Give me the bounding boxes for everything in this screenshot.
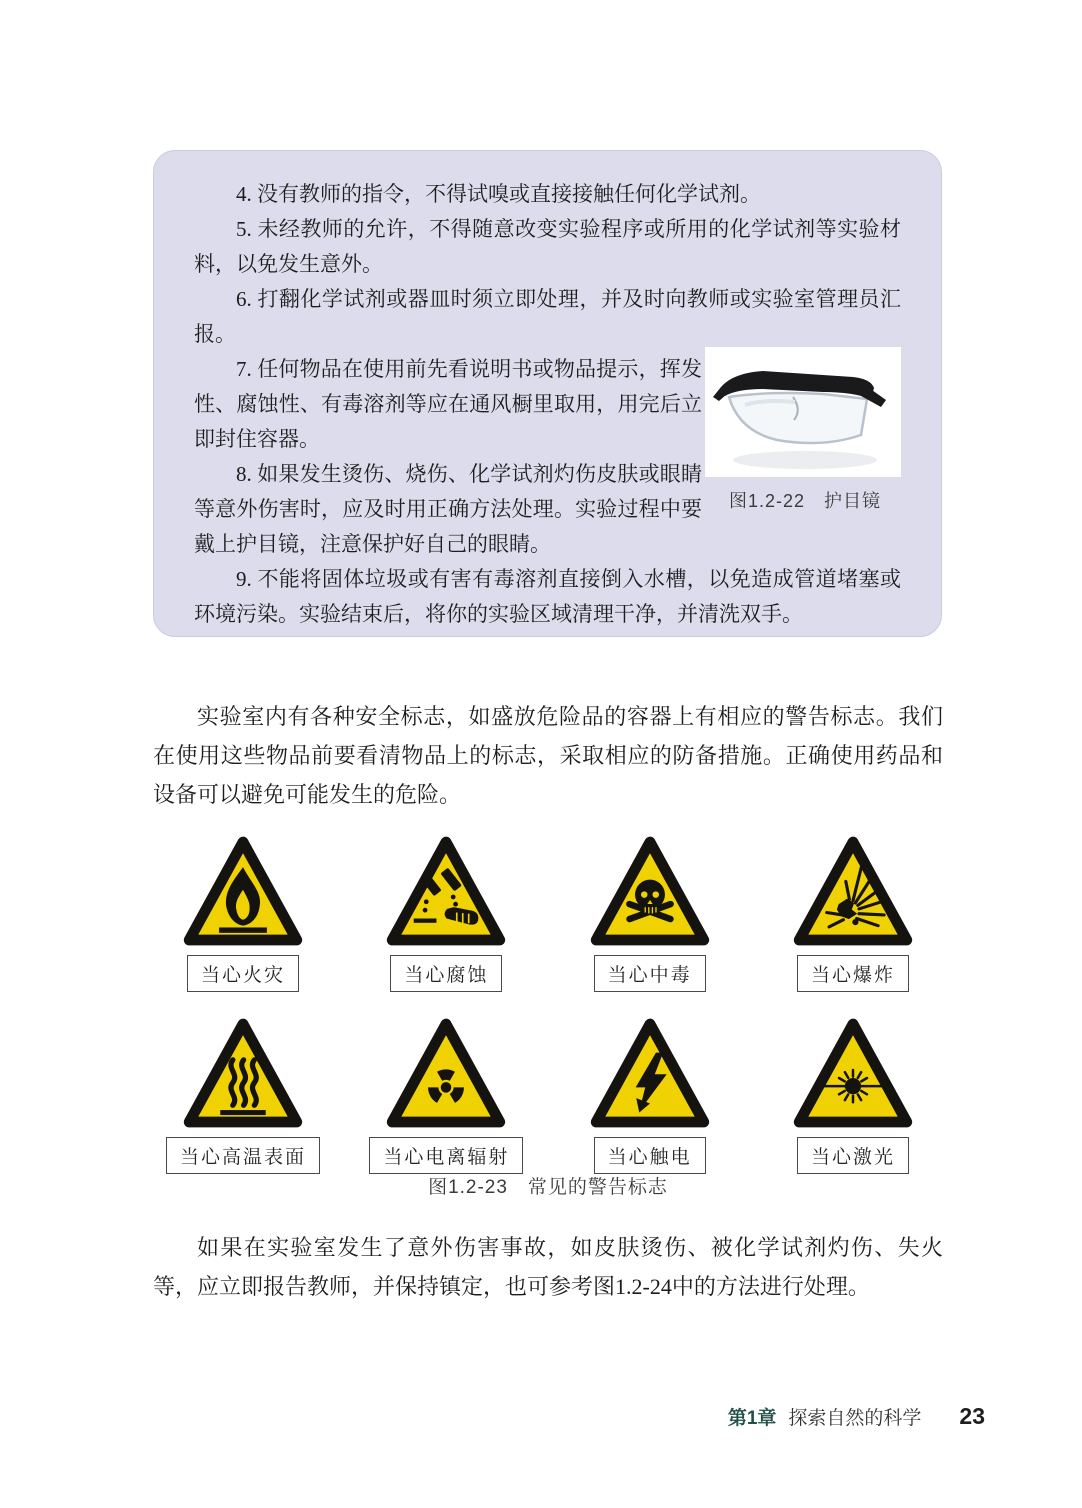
sign-label: 当心激光 bbox=[797, 1137, 909, 1174]
rule-item-7: 7. 任何物品在使用前先看说明书或物品提示，挥发性、腐蚀性、有毒溶剂等应在通风橱里取用，用完后立即封住容器。 bbox=[194, 357, 702, 451]
rule-item-4: 4. 没有教师的指令，不得试嗅或直接接触任何化学试剂。 bbox=[236, 182, 761, 206]
rule-item-8: 8. 如果发生烫伤、烧伤、化学试剂灼伤皮肤或眼睛等意外伤害时，应及时用正确方法处理。实验过程中要戴上护目镜，注意保护好自己的眼睛。 bbox=[194, 462, 702, 556]
warning-sign-hot-surface bbox=[153, 1018, 333, 1174]
warning-sign-electric-shock bbox=[560, 1018, 740, 1174]
warning-signs-grid bbox=[153, 836, 943, 1200]
page-footer bbox=[728, 1403, 985, 1430]
rule-item-6: 6. 打翻化学试剂或器皿时须立即处理，并及时向教师或实验室管理员汇报。 bbox=[194, 287, 901, 346]
safety-goggles-image bbox=[705, 347, 901, 477]
goggles-figure bbox=[705, 347, 905, 513]
fire-warning-icon bbox=[183, 836, 303, 946]
sign-label: 当心火灾 bbox=[187, 955, 299, 992]
sign-label: 当心高温表面 bbox=[166, 1137, 320, 1174]
footer-chapter-label: 第1章 bbox=[727, 1408, 777, 1429]
electric-shock-warning-icon bbox=[590, 1018, 710, 1128]
sign-label: 当心腐蚀 bbox=[390, 955, 502, 992]
warning-sign-corrosion bbox=[356, 836, 536, 992]
radiation-warning-icon bbox=[386, 1018, 506, 1128]
intro-paragraph: 实验室内有各种安全标志，如盛放危险品的容器上有相应的警告标志。我们在使用这些物品前要看清物品上的标志，采取相应的防备措施。正确使用药品和设备可以避免可能发生的危险。 bbox=[153, 704, 943, 807]
rule-item-9: 9. 不能将固体垃圾或有害有毒溶剂直接倒入水槽，以免造成管道堵塞或环境污染。实验结束后，将你的实验区域清理干净，并清洗双手。 bbox=[194, 567, 901, 626]
explosion-warning-icon bbox=[793, 836, 913, 946]
closing-paragraph: 如果在实验室发生了意外伤害事故，如皮肤烫伤、被化学试剂灼伤、失火等，应立即报告教师，并保持镇定，也可参考图1.2-24中的方法进行处理。 bbox=[153, 1235, 943, 1299]
poison-warning-icon bbox=[590, 836, 710, 946]
corrosion-warning-icon bbox=[386, 836, 506, 946]
warning-sign-fire bbox=[153, 836, 333, 992]
goggles-figure-caption: 图1.2-22 护目镜 bbox=[728, 491, 882, 511]
warning-sign-poison bbox=[560, 836, 740, 992]
footer-page-number: 23 bbox=[959, 1403, 985, 1429]
sign-label: 当心电离辐射 bbox=[369, 1137, 523, 1174]
rule-item-5: 5. 未经教师的允许，不得随意改变实验程序或所用的化学试剂等实验材料，以免发生意外。 bbox=[194, 217, 901, 276]
sign-label: 当心触电 bbox=[594, 1137, 706, 1174]
hot-surface-warning-icon bbox=[183, 1018, 303, 1128]
signs-figure-caption: 图1.2-23 常见的警告标志 bbox=[428, 1177, 668, 1198]
laser-warning-icon bbox=[793, 1018, 913, 1128]
sign-label: 当心爆炸 bbox=[797, 955, 909, 992]
lab-safety-rules-box bbox=[153, 150, 942, 637]
warning-sign-explosion bbox=[763, 836, 943, 992]
sign-label: 当心中毒 bbox=[594, 955, 706, 992]
footer-chapter-title: 探索自然的科学 bbox=[788, 1408, 922, 1429]
warning-sign-radiation bbox=[356, 1018, 536, 1174]
warning-sign-laser bbox=[763, 1018, 943, 1174]
